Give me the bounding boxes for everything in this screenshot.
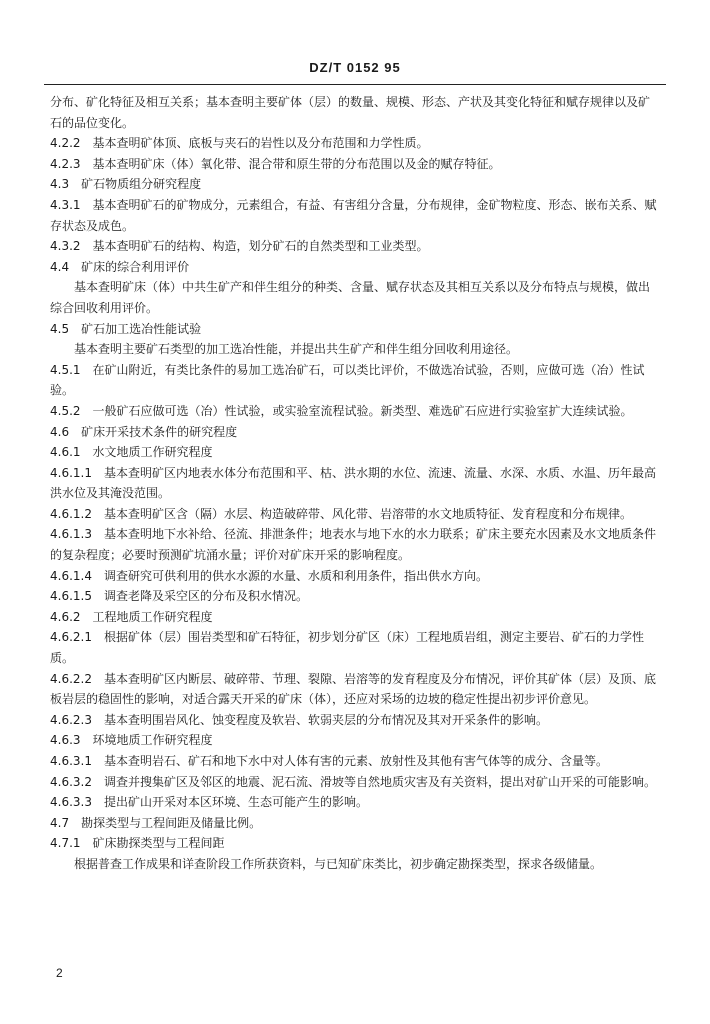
paragraph: 根据普查工作成果和详查阶段工作所获资料，与已知矿床类比，初步确定勘探类型，探求各级储量。 [74,856,603,871]
paragraph: 基本查明矿床（体）中共生矿产和伴生组分的种类、含量、赋存状态及其相互关系以及分布特点与规模，做出综合回收利用评价。 [50,280,651,315]
paragraph: 基本查明主要矿石类型的加工选冶性能，并提出共生矿产和伴生组分回收利用途径。 [74,342,519,357]
clause-4-6-1-1: 4.6.1.1 基本查明矿区内地表水体分布范围和平、枯、洪水期的水位、流速、流量、水深、水质、水温、历年最高洪水位及其淹没范围。 [50,465,656,501]
section-heading-4-6-1: 4.6.1 水文地质工作研究程度 [50,445,213,460]
clause-4-5-2: 4.5.2 一般矿石应做可选（冶）性试验，或实验室流程试验。新类型、难选矿石应进行实验室扩大连续试验。 [50,403,633,418]
clause-4-2-3: 4.2.3 基本查明矿床（体）氧化带、混合带和原生带的分布范围以及金的赋存特征。 [50,156,501,171]
section-heading-4-6-2: 4.6.2 工程地质工作研究程度 [50,609,213,624]
clause-4-6-1-5: 4.6.1.5 调查老降及采空区的分布及积水情况。 [50,589,308,604]
paragraph: 分布、矿化特征及相互关系；基本查明主要矿体（层）的数量、规模、形态、产状及其变化特征和赋存规律以及矿石的品位变化。 [50,95,651,130]
section-heading-4-6-3: 4.6.3 环境地质工作研究程度 [50,733,213,748]
clause-4-6-2-3: 4.6.2.3 基本查明围岩风化、蚀变程度及软岩、软弱夹层的分布情况及其对开采条件的影响。 [50,712,548,727]
document-body [50,92,658,875]
section-heading-4-7: 4.7 勘探类型与工程间距及储量比例。 [50,815,262,830]
clause-4-6-1-3: 4.6.1.3 基本查明地下水补给、径流、排泄条件；地表水与地下水的水力联系；矿床主要充水因素及水文地质条件的复杂程度；必要时预测矿坑涌水量；评价对矿床开采的影响程度。 [50,527,656,563]
clause-4-6-3-1: 4.6.3.1 基本查明岩石、矿石和地下水中对人体有害的元素、放射性及其他有害气体等的成分、含量等。 [50,754,608,768]
page-number: 2 [56,966,63,980]
clause-4-5-1: 4.5.1 在矿山附近，有类比条件的易加工选冶矿石，可以类比评价，不做选冶试验，否则，应做可选（冶）性试验。 [50,362,645,398]
section-heading-4-7-1: 4.7.1 矿床勘探类型与工程间距 [50,836,225,851]
clause-4-3-1: 4.3.1 基本查明矿石的矿物成分，元素组合，有益、有害组分含量，分布规律，金矿物粒度、形态、嵌布关系、赋存状态及成色。 [50,197,657,233]
section-heading-4-4: 4.4 矿床的综合利用评价 [50,259,190,274]
clause-4-6-3-2: 4.6.3.2 调查并搜集矿区及邻区的地震、泥石流、滑坡等自然地质灾害及有关资料，提出对矿山开采的可能影响。 [50,774,656,789]
section-heading-4-3: 4.3 矿石物质组分研究程度 [50,177,202,192]
section-heading-4-5: 4.5 矿石加工选冶性能试验 [50,321,202,336]
clause-4-6-2-2: 4.6.2.2 基本查明矿区内断层、破碎带、节理、裂隙、岩溶等的发育程度及分布情况，评价其矿体（层）及顶、底板岩层的稳固性的影响，对适合露天开采的矿床（体），还应对采场的边坡的稳定性提出初步评价意见。 [50,671,656,707]
clause-4-6-3-3: 4.6.3.3 提出矿山开采对本区环境、生态可能产生的影响。 [50,795,368,810]
clause-4-6-1-2: 4.6.1.2 基本查明矿区含（隔）水层、构造破碎带、风化带、岩溶带的水文地质特征、发育程度和分布规律。 [50,506,632,521]
clause-4-2-2: 4.2.2 基本查明矿体顶、底板与夹石的岩性以及分布范围和力学性质。 [50,136,429,151]
clause-4-6-2-1: 4.6.2.1 根据矿体（层）围岩类型和矿石特征，初步划分矿区（床）工程地质岩组，测定主要岩、矿石的力学性质。 [50,630,644,666]
clause-4-3-2: 4.3.2 基本查明矿石的结构、构造，划分矿石的自然类型和工业类型。 [50,239,429,254]
page-header: DZ/T 0152 95 [309,60,401,75]
clause-4-6-1-4: 4.6.1.4 调查研究可供利用的供水水源的水量、水质和利用条件，指出供水方向。 [50,568,488,583]
section-heading-4-6: 4.6 矿床开采技术条件的研究程度 [50,424,238,439]
header-rule [44,84,666,85]
